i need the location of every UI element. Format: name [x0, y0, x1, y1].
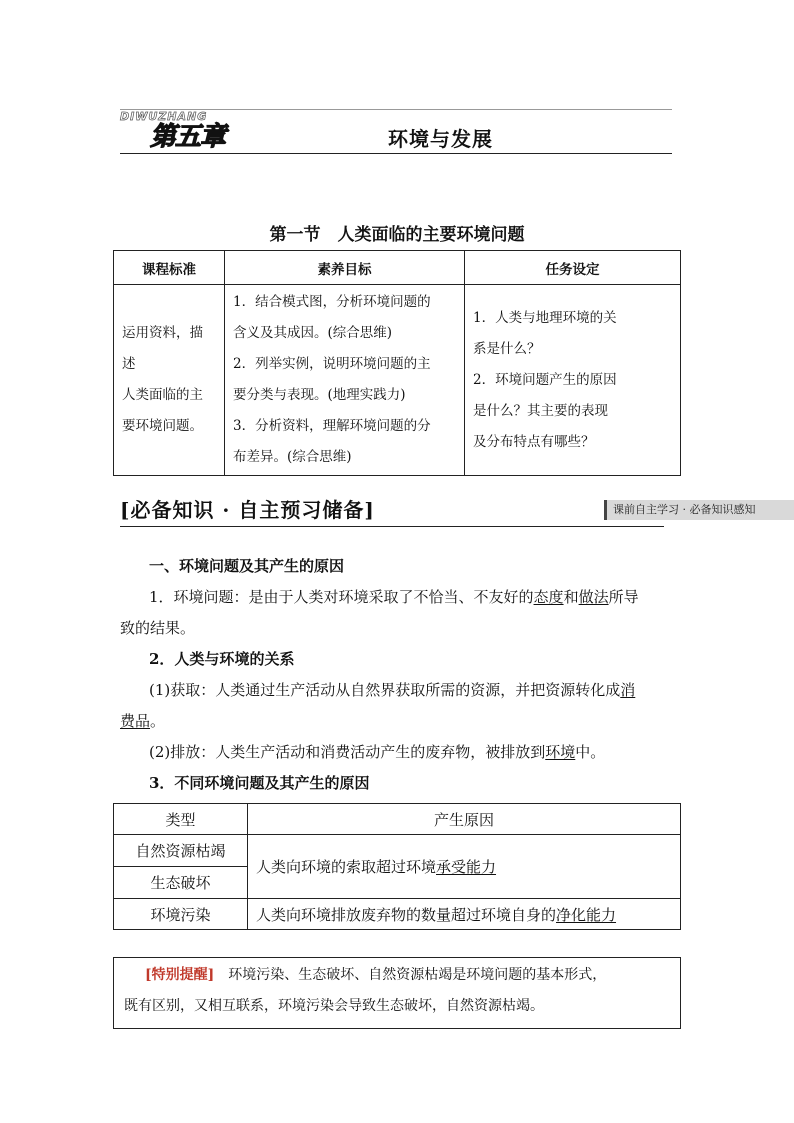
- causes-header-row: [114, 804, 681, 835]
- text: 和: [563, 588, 579, 606]
- task-line: 及分布特点有哪些？: [473, 433, 595, 450]
- header-standard: 课程标准: [114, 251, 225, 285]
- underlined-answer: 承受能力: [436, 858, 497, 876]
- standard-line: 运用资料，描述: [122, 325, 203, 372]
- text: 1．环境问题：是由于人类对环境采取了不恰当、不友好的: [149, 588, 534, 606]
- banner-rule: [120, 526, 664, 527]
- type-cell: 自然资源枯竭: [114, 835, 248, 867]
- type-cell: 生态破坏: [114, 867, 248, 899]
- table-row: [114, 835, 681, 867]
- header-goals: 素养目标: [225, 251, 465, 285]
- standard-cell: [114, 285, 225, 476]
- goal-line: 要分类与表现。(地理实践力): [233, 387, 406, 403]
- type-cell: 环境污染: [114, 899, 248, 930]
- text: 环境污染、生态破坏、自然资源枯竭是环境问题的基本形式，: [214, 967, 607, 983]
- underlined-answer: 净化能力: [556, 905, 617, 924]
- underlined-answer: 做法: [578, 588, 609, 606]
- text: 人类向环境的索取超过环境: [256, 858, 437, 876]
- task-line: 1．人类与地理环境的关: [473, 309, 617, 326]
- goal-line: 3．分析资料，理解环境问题的分: [233, 418, 431, 434]
- underlined-answer: 态度: [533, 588, 564, 606]
- causes-header-type: 类型: [114, 804, 248, 835]
- objectives-header-row: [114, 251, 681, 285]
- header-tasks: 任务设定: [465, 251, 681, 285]
- text: 中。: [575, 743, 606, 761]
- text: (1)获取：人类通过生产活动从自然界获取所需的资源，并把资源转化成: [149, 681, 621, 699]
- task-line: 2．环境问题产生的原因: [473, 371, 617, 388]
- chapter-badge: 第五章: [150, 122, 226, 152]
- cause-cell: [248, 835, 681, 899]
- paragraph-1-line-1: [149, 587, 639, 607]
- section-title: 第一节 人类面临的主要环境问题: [269, 225, 525, 245]
- causes-header-reason: 产生原因: [248, 804, 681, 835]
- goal-line: 布差异。(综合思维): [233, 449, 352, 465]
- text: 人类向环境排放废弃物的数量超过环境自身的: [256, 905, 557, 924]
- table-row: [114, 899, 681, 930]
- note-line-1: [124, 960, 670, 991]
- task-line: 是什么？其主要的表现: [473, 402, 608, 419]
- chapter-pinyin: DIWUZHANG: [120, 110, 208, 123]
- paragraph-3: [149, 742, 605, 762]
- paragraph-2-line-1: [149, 680, 635, 700]
- paragraph-2-line-2: [120, 711, 165, 731]
- text: (2)排放：人类生产活动和消费活动产生的废弃物，被排放到: [149, 743, 546, 761]
- paragraph-1-line-2: 致的结果。: [120, 619, 196, 637]
- goal-line: 2．列举实例，说明环境问题的主: [233, 356, 431, 372]
- standard-line: 人类面临的主: [122, 387, 203, 403]
- goals-cell: [225, 285, 465, 476]
- standard-line: 要环境问题。: [122, 418, 203, 434]
- task-line: 系是什么？: [473, 340, 541, 357]
- underlined-answer: 环境: [545, 743, 576, 761]
- objectives-row: [114, 285, 681, 476]
- note-line-2: 既有区别，又相互联系，环境污染会导致生态破坏，自然资源枯竭。: [124, 998, 544, 1014]
- underlined-answer: 消: [620, 681, 636, 699]
- text: 。: [150, 712, 166, 730]
- knowledge-banner-title: [必备知识 · 自主预习储备]: [120, 498, 375, 522]
- special-reminder-box: [113, 957, 681, 1029]
- objectives-table: [113, 250, 681, 476]
- heading-3: 3．不同环境问题及其产生的原因: [149, 774, 370, 792]
- knowledge-banner-tag: 课前自主学习 · 必备知识感知: [604, 500, 794, 520]
- causes-table: [113, 803, 681, 930]
- goal-line: 1．结合模式图，分析环境问题的: [233, 294, 431, 310]
- chapter-title: 环境与发展: [388, 127, 493, 151]
- heading-1: 一、环境问题及其产生的原因: [149, 557, 345, 575]
- header-bottom-rule: [120, 153, 672, 154]
- underlined-answer: 费品: [120, 712, 151, 730]
- heading-2: 2．人类与环境的关系: [149, 650, 295, 668]
- cause-cell: [248, 899, 681, 930]
- tasks-cell: [465, 285, 681, 476]
- note-tag: [特别提醒]: [145, 967, 215, 983]
- text: 所导: [608, 588, 639, 606]
- goal-line: 含义及其成因。(综合思维): [233, 325, 393, 341]
